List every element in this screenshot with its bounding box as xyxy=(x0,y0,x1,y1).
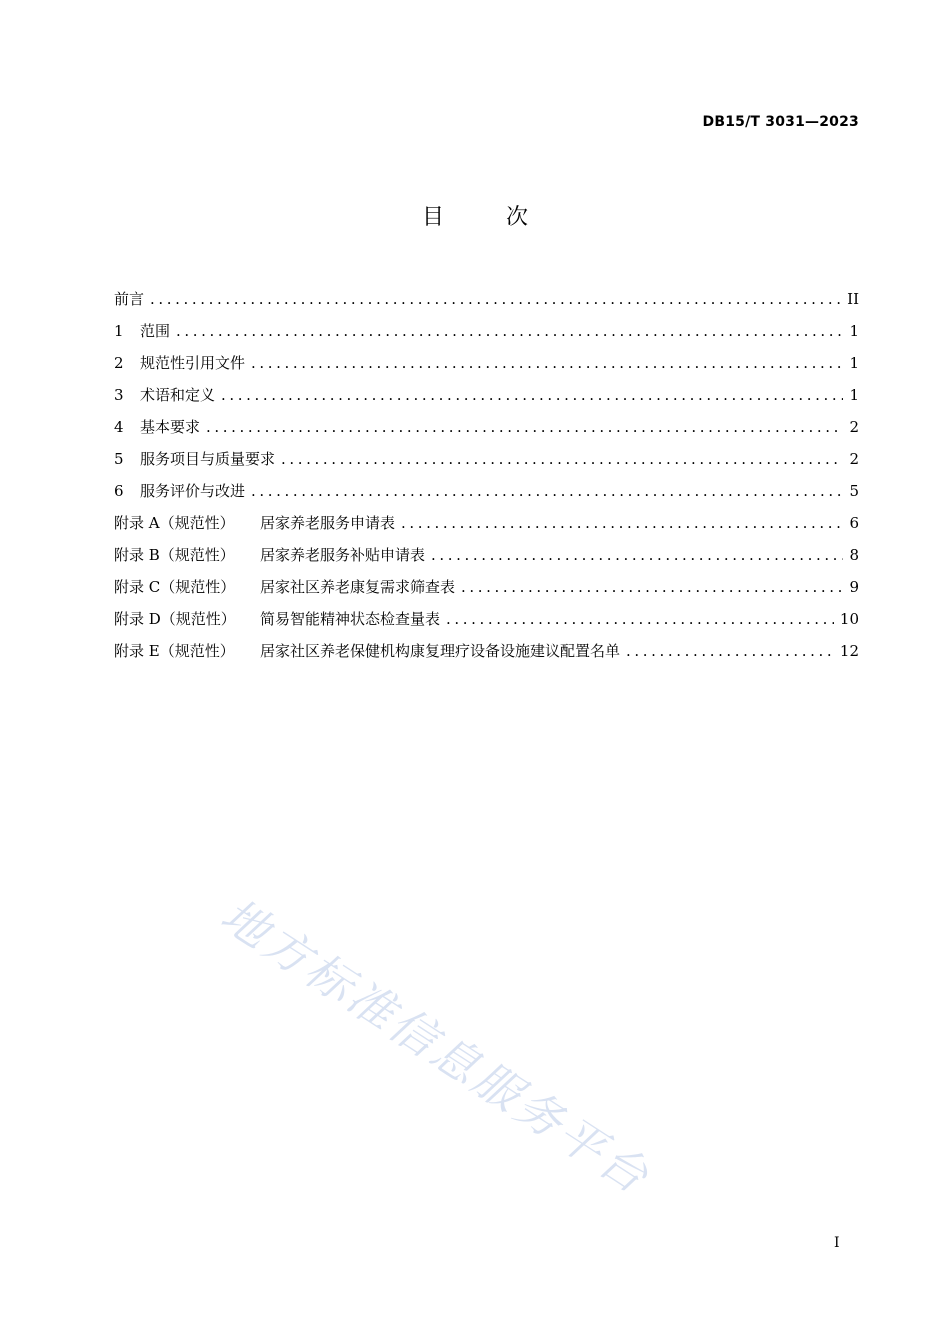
toc-leader-dots xyxy=(176,318,843,344)
toc-entry-number: 6 xyxy=(114,482,124,500)
toc-entry-page: II xyxy=(847,290,859,308)
toc-leader-dots xyxy=(281,446,843,472)
toc-entry-page: 2 xyxy=(849,418,859,436)
toc-entry-number: 5 xyxy=(114,450,124,468)
toc-entry-page: 1 xyxy=(849,354,859,372)
toc-entry-page: 5 xyxy=(849,482,859,500)
toc-leader-dots xyxy=(626,638,834,664)
toc-entry-title: 规范性引用文件 xyxy=(140,354,246,372)
toc-leader-dots xyxy=(251,478,843,504)
toc-entry-foreword[interactable] xyxy=(114,286,859,318)
toc-entry-prefix: 附录 B（规范性） xyxy=(114,546,235,564)
toc-entry-number: 4 xyxy=(114,418,124,436)
toc-entry-page: 10 xyxy=(839,610,859,628)
toc-leader-dots xyxy=(251,350,843,376)
toc-entry-prefix: 附录 E（规范性） xyxy=(114,642,235,660)
toc-leader-dots xyxy=(221,382,843,408)
toc-entry-appendix-c[interactable] xyxy=(114,574,859,606)
toc-leader-dots xyxy=(461,574,843,600)
page-number: I xyxy=(834,1235,840,1251)
toc-entry-page: 6 xyxy=(849,514,859,532)
toc-entry-appendix-d[interactable] xyxy=(114,606,859,638)
toc-entry-appendix-b[interactable] xyxy=(114,542,859,574)
toc-entry-page: 2 xyxy=(849,450,859,468)
toc-entry-title: 居家养老服务申请表 xyxy=(260,514,396,532)
toc-entry-page: 8 xyxy=(849,546,859,564)
toc-entry-page: 9 xyxy=(849,578,859,596)
toc-entry-title: 简易智能精神状态检查量表 xyxy=(260,610,441,628)
toc-entry-title: 服务评价与改进 xyxy=(140,482,246,500)
toc-entry-title: 居家社区养老保健机构康复理疗设备设施建议配置名单 xyxy=(260,642,621,660)
toc-entry-page: 1 xyxy=(849,386,859,404)
toc-leader-dots xyxy=(446,606,834,632)
toc-entry-service-items[interactable] xyxy=(114,446,859,478)
toc-entry-number: 1 xyxy=(114,322,124,340)
toc-entry-page: 12 xyxy=(839,642,859,660)
toc-leader-dots xyxy=(206,414,843,440)
toc-entry-normative-references[interactable] xyxy=(114,350,859,382)
watermark: 地方标准信息服务平台 xyxy=(211,887,661,1206)
toc-entry-service-evaluation[interactable] xyxy=(114,478,859,510)
toc-entry-prefix: 附录 A（规范性） xyxy=(114,514,235,532)
toc-entry-scope[interactable] xyxy=(114,318,859,350)
page-title: 目次 xyxy=(421,205,590,230)
toc-entry-title: 前言 xyxy=(114,290,145,308)
toc-leader-dots xyxy=(401,510,843,536)
toc-entry-title: 范围 xyxy=(140,322,171,340)
toc-entry-appendix-e[interactable] xyxy=(114,638,859,670)
document-code: DB15/T 3031—2023 xyxy=(702,114,859,130)
toc-entry-title: 居家社区养老康复需求筛查表 xyxy=(260,578,456,596)
toc-entry-appendix-a[interactable] xyxy=(114,510,859,542)
toc-entry-title: 术语和定义 xyxy=(140,386,216,404)
toc-entry-number: 2 xyxy=(114,354,124,372)
toc-entry-prefix: 附录 D（规范性） xyxy=(114,610,236,628)
toc-entry-title: 服务项目与质量要求 xyxy=(140,450,276,468)
table-of-contents xyxy=(114,286,859,670)
toc-entry-prefix: 附录 C（规范性） xyxy=(114,578,236,596)
toc-entry-basic-requirements[interactable] xyxy=(114,414,859,446)
toc-leader-dots xyxy=(431,542,843,568)
toc-entry-terms-definitions[interactable] xyxy=(114,382,859,414)
toc-entry-title: 基本要求 xyxy=(140,418,201,436)
toc-entry-page: 1 xyxy=(849,322,859,340)
toc-leader-dots xyxy=(150,286,841,312)
toc-entry-number: 3 xyxy=(114,386,124,404)
toc-entry-title: 居家养老服务补贴申请表 xyxy=(260,546,426,564)
